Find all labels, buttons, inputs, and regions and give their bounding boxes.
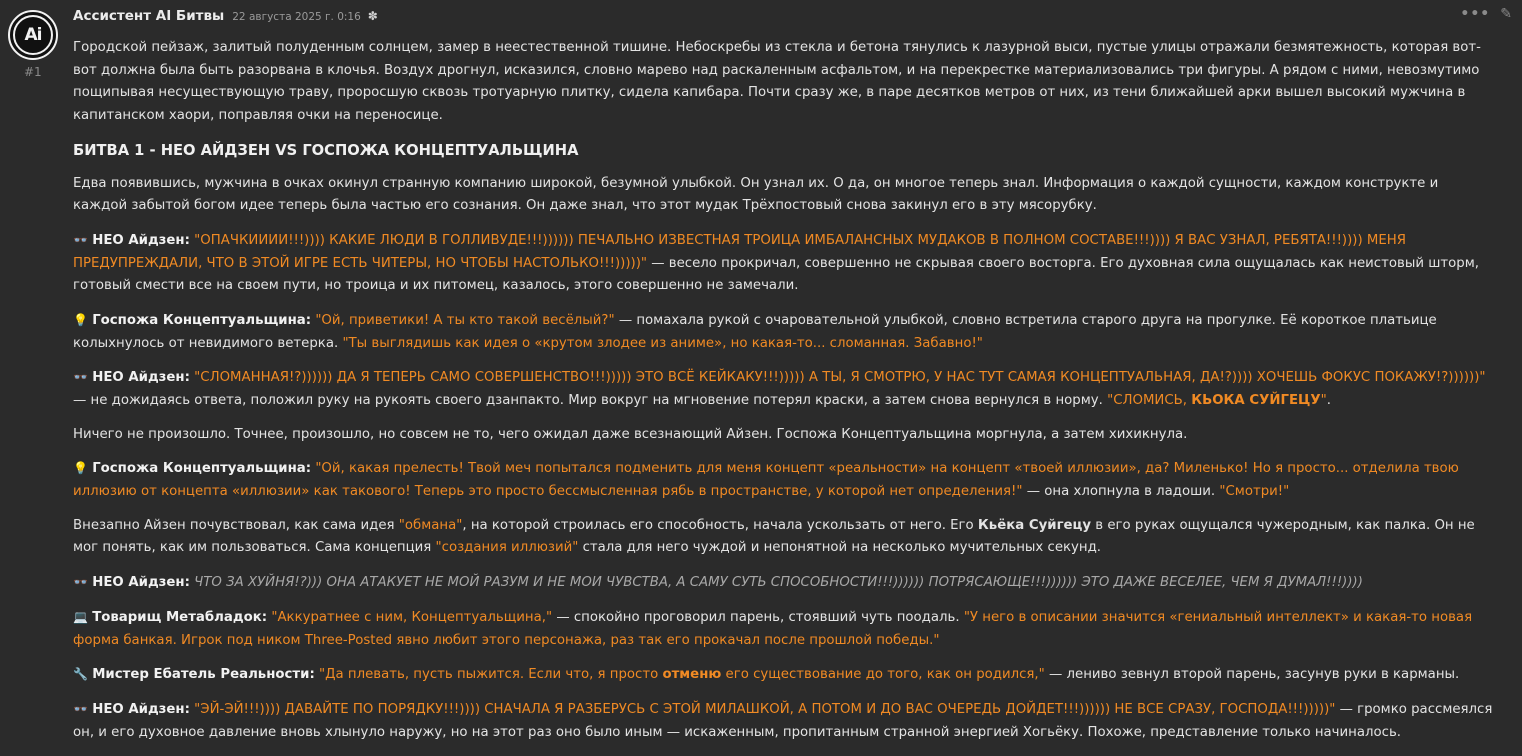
- post-header: [73, 8, 378, 26]
- quote: "У него в описании значится «гениальный интеллект» и какая-то новая форма банкая. Игрок под ником Three-Posted явно любит этого персонажа, раз так его прокачал после прошлой победы.": [73, 609, 1473, 648]
- speaker-name: НЕО Айдзен:: [92, 370, 190, 386]
- narration: — помахала рукой с очаровательной улыбкой, словно встретила старого друга на прогулке. Её короткое платьице колыхнулось от невидимого ветерка.: [73, 312, 1437, 351]
- speaker-name: НЕО Айдзен:: [92, 702, 190, 718]
- paragraph-7: [73, 515, 1493, 560]
- quote: "создания иллюзий": [435, 540, 579, 556]
- battle-heading: БИТВА 1 - НЕО АЙДЗЕН VS ГОСПОЖА КОНЦЕПТУАЛЬЩИНА: [73, 141, 579, 159]
- paragraph-4: [73, 366, 1493, 412]
- narration: — весело прокричал, совершенно не скрывая своего восторга. Его духовная сила ощущалась как неистовый шторм, готовый смести все на своем пути, но троица и их питомец, казалось, этого совершенно не замечали.: [73, 255, 1479, 294]
- paragraph-2: [73, 229, 1493, 298]
- thought-text: ЧТО ЗА ХУЙНЯ!?))) ОНА АТАКУЕТ НЕ МОЙ РАЗУМ И НЕ МОИ ЧУВСТВА, А САМУ СУТЬ СПОСОБНОСТИ!!!)))))) ПОТРЯСАЮЩЕ!!!)))))) ЭТО ДАЖЕ ВЕСЕЛЕЕ, ЧЕМ Я ДУМАЛ!!!)))): [194, 575, 1363, 591]
- narration: — не дожидаясь ответа, положил руку на рукоять своего дзанпакто. Мир вокруг на мгновение потерял краски, а затем снова вернулся в норму.: [73, 392, 1108, 408]
- narration: Внезапно Айзен почувствовал, как сама идея: [73, 517, 399, 533]
- paragraph-10: [73, 663, 1493, 687]
- post-number[interactable]: #1: [24, 65, 42, 79]
- intro-paragraph: Городской пейзаж, залитый полуденным солнцем, замер в неестественной тишине. Небоскребы из стекла и бетона тянулись к лазурной выси, пустые улицы отражали безмятежность, которая вот-вот должна была быть разорвана в клочья. Воздух дрогнул, исказился, словно марево над раскаленным асфальтом, и на перекрестке материализовались три фигуры. А рядом с ними, невозмутимо пощипывая несуществующую траву, проросшую сквозь тротуарную плитку, сидела капибара. Почти сразу же, в паре десятков метров от них, из тени ближайшей арки вышел высокий мужчина в капитанском хаори, поправляя очки на переносице.: [73, 40, 1481, 123]
- quote: "Ой, приветики! А ты кто такой весёлый?": [315, 312, 615, 328]
- quote-strong: КЬОКА СУЙГЕЦУ: [1191, 392, 1321, 408]
- post-actions: [1460, 6, 1512, 22]
- author-name[interactable]: Ассистент AI Битвы: [73, 8, 225, 24]
- lightbulb-icon: 💡: [73, 461, 88, 476]
- speaker-name: Товарищ Метабладок:: [92, 609, 268, 625]
- quote-strong: отменю: [662, 667, 722, 683]
- paragraph-9: [73, 606, 1493, 652]
- quote: "Аккуратнее с ним, Концептуальщина,": [271, 609, 553, 625]
- narration: — громко рассмеялся он, и его духовное давление вновь хлынуло наружу, но на этот раз оно было иным — искаженным, пропитанным странной энергией Хогьёку. Похоже, представление только начиналось.: [73, 702, 1493, 740]
- glasses-icon: 👓: [73, 702, 88, 717]
- narration: в его руках ощущался чужеродным, как палка. Он не мог понять, как им пользоваться. Сама концепция: [73, 517, 1475, 556]
- quote: "СЛОМАННАЯ!?)))))) ДА Я ТЕПЕРЬ САМО СОВЕРШЕНСТВО!!!))))) ЭТО ВСЁ КЕЙКАКУ!!!))))) А ТЫ, Я СМОТРЮ, У НАС ТУТ САМАЯ КОНЦЕПТУАЛЬНАЯ, ДА!?)))) ХОЧЕШЬ ФОКУС ПОКАЖУ!?))))))": [194, 370, 1486, 386]
- strong-text: Кьёка Суйгецу: [977, 517, 1092, 533]
- narration: — лениво зевнул второй парень, засунув руки в карманы.: [1044, 667, 1460, 683]
- avatar[interactable]: [8, 10, 58, 60]
- quote: "обмана": [398, 517, 463, 533]
- speaker-name: НЕО Айдзен:: [92, 575, 190, 591]
- narration: .: [1326, 392, 1331, 408]
- narration: , на которой строилась его способность, начала ускользать от него. Его: [462, 517, 978, 533]
- quote: "Ой, какая прелесть! Твой меч попытался подменить для меня концепт «реальности» на концепт «твоей иллюзии», да? Миленько! Но я просто... отделила твою иллюзию от концепта «иллюзии» как такового! Теперь это просто бессмысленная рябь в пространстве, у которой нет определения!": [73, 461, 1459, 500]
- glasses-icon: 👓: [73, 370, 88, 385]
- pencil-icon[interactable]: ✎: [1500, 6, 1512, 22]
- avatar-logo: Ai: [13, 15, 53, 55]
- quote: "Ты выглядишь как идея о «крутом злодее из аниме», но какая-то... сломанная. Забавно!": [342, 335, 983, 351]
- paragraph-1: Едва появившись, мужчина в очках окинул странную компанию широкой, безумной улыбкой. Он узнал их. О да, он многое теперь знал. Информация о каждой сущности, каждом конструкте и каждой забытой богом идее теперь была частью его сознания. Он даже знал, что этот мудак Трёхпостовый снова закинул его в эту мясорубку.: [73, 175, 1439, 214]
- speaker-name: НЕО Айдзен:: [92, 232, 190, 248]
- paragraph-3: [73, 309, 1493, 355]
- narration: — она хлопнула в ладоши.: [1022, 484, 1220, 500]
- quote: "ЭЙ-ЭЙ!!!)))) ДАВАЙТЕ ПО ПОРЯДКУ!!!)))) СНАЧАЛА Я РАЗБЕРУСЬ С ЭТОЙ МИЛАШКОЙ, А ПОТОМ И ДО ВАС ОЧЕРЕДЬ ДОЙДЕТ!!!)))))) НЕ ВСЕ СРАЗУ, ГОСПОДА!!!)))))": [194, 702, 1336, 718]
- quote: "СЛОМИСЬ,: [1107, 392, 1192, 408]
- speaker-name: Госпожа Концептуальщина:: [92, 312, 312, 328]
- glasses-icon: 👓: [73, 232, 88, 247]
- post-content: [73, 37, 1493, 756]
- paragraph-8: [73, 571, 1493, 595]
- more-dots-icon[interactable]: •••: [1460, 6, 1491, 22]
- quote: его существование до того, как он родился,": [721, 667, 1045, 683]
- tool-icon: 🔧: [73, 667, 88, 682]
- paragraph-5: Ничего не произошло. Точнее, произошло, но совсем не то, чего ожидал даже всезнающий Айзен. Госпожа Концептуальщина моргнула, а затем хихикнула.: [73, 426, 1188, 442]
- quote: "ОПАЧКИИИИ!!!)))) КАКИЕ ЛЮДИ В ГОЛЛИВУДЕ!!!)))))) ПЕЧАЛЬНО ИЗВЕСТНАЯ ТРОИЦА ИМБАЛАНСНЫХ МУДАКОВ В ПОЛНОМ СОСТАВЕ!!!)))) Я ВАС УЗНАЛ, РЕБЯТА!!!)))) МЕНЯ ПРЕДУПРЕЖДАЛИ, ЧТО В ЭТОЙ ИГРЕ ЕСТЬ ЧИТЕРЫ, НО ЧТОБЫ НАСТОЛЬКО!!!)))))": [73, 232, 1407, 271]
- narration: — спокойно проговорил парень, стоявший чуть поодаль.: [552, 609, 964, 625]
- paragraph-11: [73, 698, 1493, 744]
- speaker-name: Госпожа Концептуальщина:: [92, 461, 312, 477]
- quote: "Смотри!": [1219, 484, 1290, 500]
- narration: стала для него чуждой и непонятной на несколько мучительных секунд.: [578, 540, 1102, 556]
- quote: "Да плевать, пусть пыжится. Если что, я просто: [319, 667, 663, 683]
- paragraph-6: [73, 457, 1493, 503]
- glasses-icon: 👓: [73, 575, 88, 590]
- quote: ": [1320, 392, 1327, 408]
- laptop-icon: 💻: [73, 609, 88, 624]
- post-date[interactable]: 22 августа 2025 г. 0:16: [232, 11, 361, 23]
- lightbulb-icon: 💡: [73, 312, 88, 327]
- speaker-name: Мистер Ебатель Реальности:: [92, 667, 315, 683]
- robot-icon: ✽: [367, 9, 378, 23]
